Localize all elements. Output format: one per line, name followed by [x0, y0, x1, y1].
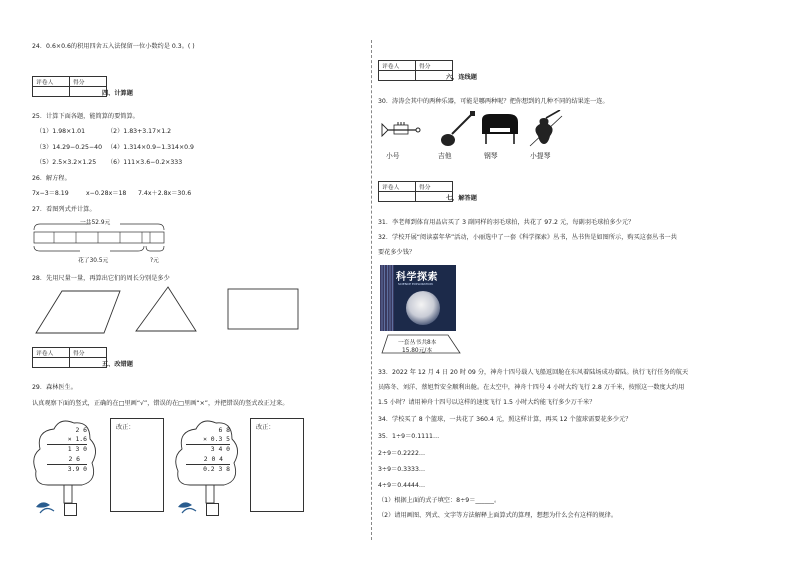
instrument-label: 钢琴 — [484, 152, 498, 160]
division-item: 2÷9＝0.2222… — [378, 450, 426, 457]
book-title: 科学探索 — [396, 272, 438, 283]
reviewer-cell[interactable] — [379, 71, 416, 81]
answer-box[interactable] — [206, 503, 219, 516]
answer-box[interactable] — [64, 503, 77, 516]
rectangle-shape — [228, 289, 298, 329]
expr-item: （2）1.83+3.17×1.2 — [107, 128, 172, 135]
expr-item: （5）2.5×3.2×1.25 — [36, 159, 97, 166]
guitar-icon — [441, 111, 475, 146]
correction-box[interactable] — [250, 418, 304, 512]
sub-question: （2）请用画图、列式、文字等方法解释上面算式的算理，想想为什么会有这样的规律。 — [378, 512, 618, 519]
calc-line: 3.9 0 — [47, 464, 87, 474]
expr-item: （6）111×3.6−0.2×333 — [107, 159, 183, 166]
question-27: 27．看图列式并计算。 — [32, 206, 96, 213]
correction-label: 改正： — [116, 424, 135, 431]
section-title: 六、连线题 — [446, 74, 477, 81]
bird-icon — [178, 502, 192, 507]
reviewer-cell[interactable] — [33, 87, 70, 97]
calc-line: 3 4 0 — [186, 444, 230, 454]
question-30: 30．涛涛会其中的两种乐器，可能是哪两种呢？把你想到的几种不同的结果连一连。 — [378, 98, 609, 105]
division-item: 4÷9＝0.4444… — [378, 482, 426, 489]
question-29: 29．森林医生。 — [32, 384, 77, 391]
section-title: 四、计算题 — [102, 90, 133, 97]
score-table — [378, 181, 453, 202]
instruments-figure — [378, 110, 578, 150]
question-33-cont: 员陈冬、刘洋、蔡旭哲安全顺利出舱。在太空中，神舟十四号 4 小时大约飞行 2.8 万千米，按照这一数度大约用 — [378, 384, 685, 391]
equation-item: 7x−3＝8.19 — [32, 190, 69, 197]
division-item: 3÷9＝0.3333… — [378, 466, 426, 473]
reviewer-label: 评卷人 — [33, 77, 70, 87]
instrument-label: 小号 — [386, 152, 400, 160]
score-cell[interactable] — [70, 87, 107, 97]
triangle-shape — [136, 287, 196, 331]
price-line: 一套丛书共8本 — [398, 340, 437, 346]
spent-brace — [34, 246, 144, 251]
reviewer-cell[interactable] — [33, 358, 70, 368]
score-label: 得分 — [416, 182, 453, 192]
reviewer-cell[interactable] — [379, 192, 416, 202]
expr-item: （4）1.314×0.9−1.314×0.9 — [107, 144, 194, 151]
score-label: 得分 — [416, 61, 453, 71]
equation-item: x−0.28x＝18 — [86, 190, 127, 197]
score-label: 得分 — [70, 348, 107, 358]
bird-icon — [36, 502, 50, 507]
total-label: 一共52.9元 — [80, 220, 111, 226]
calc-line: × 0.3 5 — [203, 435, 230, 444]
book-subtitle: SCIENCE EXPLORATION — [398, 282, 433, 286]
calc-line: × 1.6 — [67, 435, 87, 444]
question-31: 31．李老师到体育用品店买了 3 副同样的羽毛球拍，共花了 97.2 元，每副羽毛球拍多少元？ — [378, 219, 635, 226]
astronaut-picture — [406, 291, 440, 325]
question-35: 35．1÷9＝0.1111… — [378, 433, 440, 440]
calc-line: 2 6 — [68, 454, 80, 463]
trumpet-icon — [382, 122, 420, 136]
parallelogram-shape — [36, 291, 120, 333]
price-line: 15.80元/本 — [402, 348, 433, 354]
question-26: 26．解方程。 — [32, 175, 71, 182]
question-33-cont: 1.5 小时？请用神舟十四号以这样的速度飞行 1.5 小时大约能飞行多少万千米？ — [378, 399, 596, 406]
reviewer-label: 评卷人 — [379, 182, 416, 192]
calc-line: 1 3 0 — [47, 444, 87, 454]
section-title: 五、改错题 — [102, 361, 133, 368]
question-24: 24．0.6×0.6的积用四舍五入法保留一位小数约是 0.3。( ) — [32, 43, 195, 50]
section-title: 七、解答题 — [446, 195, 477, 202]
spent-label: 花了30.5元 — [78, 258, 109, 264]
question-28: 28．先用尺量一量，再算出它们的周长分别是多少 — [32, 275, 170, 282]
vertical-calculation — [47, 426, 87, 474]
question-34: 34．学校买了 8 个篮球，一共花了 360.4 元，照这样计算，再买 12 个篮球需要花多少元？ — [378, 416, 632, 423]
reviewer-label: 评卷人 — [379, 61, 416, 71]
score-cell[interactable] — [70, 358, 107, 368]
instruction: 认真观察下面的竖式，正确的在□里画“√”，错误的在□里画“×”，并把错误的竖式改正过来。 — [32, 400, 289, 407]
score-label: 得分 — [70, 77, 107, 87]
question-32: 32．学校开展“阅读嘉年华”活动，小丽选中了一套《科学探索》丛书，丛书售是如图所示，购买这套丛书一共 — [378, 234, 677, 241]
expr-item: （3）14.29−0.25−40 — [36, 144, 103, 151]
book-spines — [380, 265, 394, 331]
calc-line: 6 8 — [218, 426, 230, 434]
vertical-calculation — [186, 426, 230, 474]
score-table — [378, 60, 453, 81]
equation-item: 7.4x＋2.8x＝30.6 — [138, 190, 192, 197]
question-33: 33．2022 年 12 月 4 日 20 时 09 分，神舟十四号载人飞船返回舱在东风着陆场成功着陆。执行飞行任务的航天 — [378, 369, 689, 376]
correction-box[interactable] — [110, 418, 164, 512]
unknown-brace — [146, 246, 164, 251]
tree-trunk — [64, 485, 72, 503]
reviewer-label: 评卷人 — [33, 348, 70, 358]
instrument-label: 吉他 — [438, 152, 452, 160]
unknown-label: ?元 — [150, 258, 159, 264]
piano-icon — [482, 114, 518, 144]
correction-label: 改正： — [256, 424, 275, 431]
sub-question: （1）根据上面的式子填空：8÷9＝______。 — [378, 497, 501, 504]
shapes-figure — [30, 283, 330, 339]
calc-line: 2 0 4 — [203, 454, 223, 463]
instrument-label: 小提琴 — [530, 152, 551, 160]
expr-item: （1）1.98×1.01 — [36, 128, 86, 135]
total-bar — [34, 232, 164, 243]
score-table — [32, 347, 107, 368]
violin-icon — [530, 110, 562, 146]
calc-line: 0.2 3 8 — [186, 464, 230, 474]
book-set-image — [380, 265, 456, 331]
price-tag — [378, 333, 454, 355]
calc-line: 2 6 — [75, 426, 87, 434]
column-divider — [371, 40, 372, 540]
question-32-cont: 要花多少钱？ — [378, 249, 416, 256]
score-table — [32, 76, 107, 97]
question-25: 25．计算下面各题，能简算的要简算。 — [32, 113, 139, 120]
tree-trunk — [206, 485, 214, 503]
